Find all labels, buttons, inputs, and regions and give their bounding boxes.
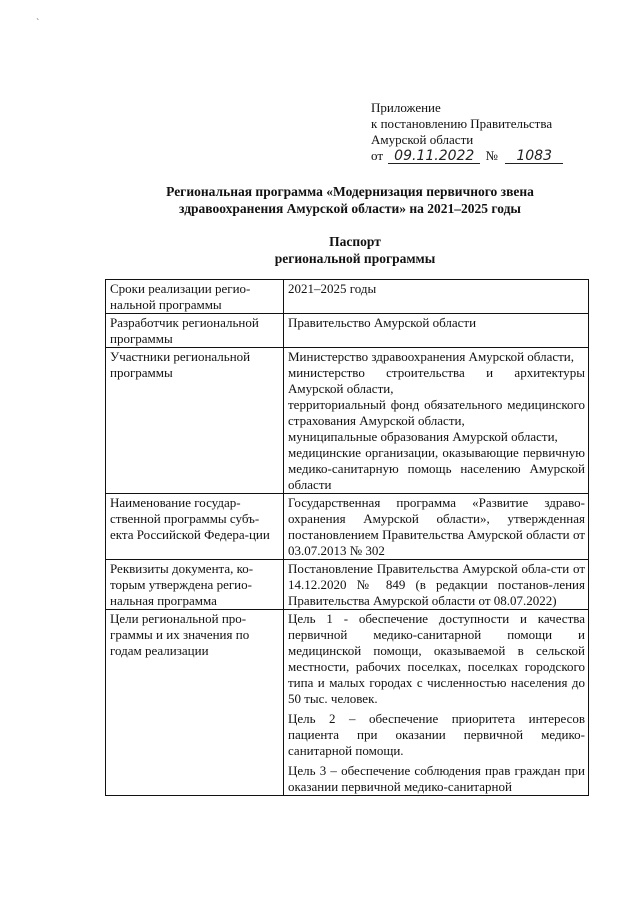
value-paragraph: министерство строительства и архитектуры Амурской области, (288, 365, 585, 396)
value-paragraph: муниципальные образования Амурской области, (288, 429, 558, 444)
appendix-line-2: к постановлению Правительства (371, 116, 553, 131)
row-label: Наименование государ-ственной программы субъ-екта Российской Федера-ции (106, 494, 284, 560)
row-value (284, 348, 589, 494)
row-value (284, 560, 589, 610)
appendix-line-1: Приложение (371, 100, 441, 115)
value-paragraph: медицинские организации, оказывающие первичную медико-санитарную помощь населению Амурской области (288, 445, 585, 492)
row-value (284, 280, 589, 314)
value-paragraph: Министерство здравоохранения Амурской области, (288, 349, 575, 364)
passport-title (105, 233, 605, 267)
program-title-line-2: здравоохранения Амурской области» на 2021–2025 годы (179, 201, 521, 216)
value-paragraph: Правительство Амурской области (288, 315, 477, 330)
scan-speck: ` (36, 18, 40, 29)
program-title (100, 183, 600, 217)
ot-label: от (371, 148, 384, 163)
value-paragraph: Цель 3 – обеспечение соблюдения прав граждан при оказании первичной медико-санитарной (288, 763, 585, 794)
row-value (284, 494, 589, 560)
appendix-date-line (371, 148, 611, 164)
value-paragraph: Государственная программа «Развитие здраво-охранения Амурской области», утвержденная постановлением Правительства Амурской области от 03.07.2013 № 302 (288, 495, 585, 558)
handwritten-number: 1083 (505, 149, 563, 164)
table-row (106, 494, 589, 560)
row-label: Цели региональной про-граммы и их значения по годам реализации (106, 610, 284, 796)
passport-title-line-2: региональной программы (274, 251, 436, 266)
table-row (106, 560, 589, 610)
value-paragraph: территориальный фонд обязательного медицинского страхования Амурской области, (288, 397, 585, 428)
row-label: Разработчик региональной программы (106, 314, 284, 348)
value-paragraph: Цель 2 – обеспечение приоритета интересов пациента при оказании первичной медико-санитарной помощи. (288, 711, 585, 758)
appendix-block (371, 100, 611, 164)
row-value (284, 314, 589, 348)
value-paragraph: Цель 1 - обеспечение доступности и качества первичной медико-санитарной помощи и медицинской помощи, оказываемой в сельской местности, рабочих поселках, поселках городского типа и малых городах с численностью населения до 50 тыс. человек. (288, 611, 585, 706)
row-value (284, 610, 589, 796)
passport-title-line-1: Паспорт (329, 234, 381, 249)
appendix-line-3: Амурской области (371, 132, 474, 147)
table-row (106, 280, 589, 314)
table-row (106, 348, 589, 494)
table-row (106, 314, 589, 348)
value-paragraph: 2021–2025 годы (288, 281, 377, 296)
value-paragraph: Постановление Правительства Амурской обла-сти от 14.12.2020 № 849 (в редакции постанов-ления Правительства Амурской области от 08.07.2022) (288, 561, 585, 608)
table-row (106, 610, 589, 796)
passport-table (105, 279, 589, 796)
handwritten-date: 09.11.2022 (388, 149, 480, 164)
number-label: № (485, 148, 498, 163)
row-label: Участники региональной программы (106, 348, 284, 494)
row-label: Реквизиты документа, ко-торым утверждена регио-нальная программа (106, 560, 284, 610)
row-label: Сроки реализации регио-нальной программы (106, 280, 284, 314)
program-title-line-1: Региональная программа «Модернизация первичного звена (166, 184, 534, 199)
